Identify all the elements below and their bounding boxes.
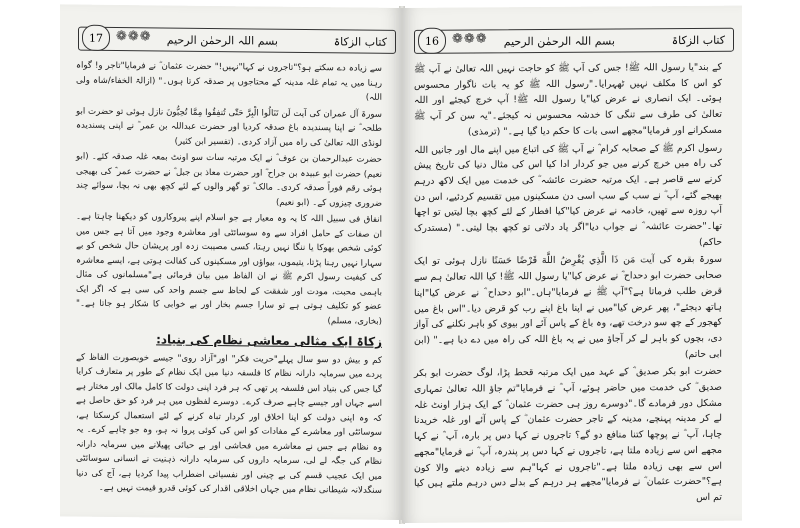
header-title: کتاب الزکاۃ bbox=[671, 33, 725, 47]
paragraph: حضرت عبدالرحمان بن عوف ؓ نے ایک مرتبہ سات سو اونٹ بمعہ غلہ صدقہ کئے۔ (ابو نعیم) حضرت ابو عبیدہ بن جراح ؓ اور حضرت معاذ بن جبل ؓ نے حضرت عمر ؓ کی بھیجی ہوئی رقم فوراً صدقہ کردی۔ مالک ؓ تو گھر والوں کے لئے کچھ بھی نہ بچا، سوائے چند ضروری چیزوں کے۔ (ابو نعیم) bbox=[76, 151, 382, 209]
header-basmala: بسم اللہ الرحمٰن الرحیم bbox=[503, 34, 615, 48]
right-page bbox=[402, 6, 742, 523]
paragraph: انفاق فی سبیل اللہ کا یہ وہ معیار ہے جو اسلام اپنے پیروکاروں کو دیکھنا چاہتا ہے۔ ان صفات کے حامل افراد سے وہ سوسائٹی اور معاشرہ وجود میں آتا ہے جس میں کوئی شخص بھوکا یا ننگا نہیں رہتا، کسی مصیبت زدہ اور پریشان حال شخص کو بے سہارا نہیں رہنا پڑتا، یتیموں، بیواؤں اور مسکینوں کی کفالت ہوتی ہے، ایسے معاشرہ کی کیفیت رسول اکرم ﷺ نے ان الفاظ میں بیان فرمائی ہے"مسلمانوں کی مثال باہمی محبت، مودت اور شفقت کے لحاظ سے جسم واحد کی سی ہے کہ اگر ایک عضو کو تکلیف ہوتی ہے تو سارا جسم بخار اور بے خوابی کا شکار ہو جاتا ہے۔" (بخاری، مسلم) bbox=[76, 211, 382, 327]
paragraph: رسول اکرم ﷺ کے صحابہ کرام ؓ نے آپ ﷺ کی اتباع میں اپنے مال اور جانیں اللہ کی راہ میں خرچ کرنے میں جو کردار ادا کیا اس کی مثال دنیا کی تاریخ پیش کرنے سے قاصر ہے۔ ایک مرتبہ حضرت عائشہ ؓ کی خدمت میں ایک لاکھ درہم بھیجے گئے، آپ ؓ نے سب کے سب اسی دن مسکینوں میں تقسیم کردئیے، اس دن آپ روزہ سے تھیں، خادمہ نے عرض کیا"کیا افطار کے لئے کچھ بچا لیتیں تو اچھا تھا۔"حضرت عائشہ ؓ نے جواب دیا"اگر یاد دلاتی تو کچھ بچا لیتی۔" (مستدرک حاکم) bbox=[414, 142, 722, 248]
paragraph: سورۃ آل عمران کی آیت لَن تَنَالُوا الْبِرَّ حَتّٰى تُنفِقُوا مِمَّا تُحِبُّونَ نازل ہوئی تو حضرت ابو طلحہ ؓ نے اپنا پسندیدہ باغ صدقہ کردیا اور حضرت عبداللہ بن عمر ؓ نے اپنی پسندیدہ لونڈی اللہ تعالیٰ کی راہ میں آزاد کردی۔ (تفسیر ابن کثیر) bbox=[76, 106, 382, 149]
paragraph: کم و بیش دو سو سال پہلے"حریت فکر" اور"آزاد روی" جیسے خوبصورت الفاظ کے پردے میں سرمایہ دارانہ نظام کا فلسفہ دنیا میں ایک نظام کے طور پر متعارف کرایا گیا جس کی بنیاد اس فلسفہ پر تھی کہ ہر فرد اپنی دولت کا کامل مالک اور مختار ہے اسے جہاں اور جیسے چاہے صرف کرے۔ دوسرے لفظوں میں ہر فرد کو حق حاصل ہے کہ وہ اپنی دولت کو اپنا اخلاق اور کردار تباہ کرنے کے لئے استعمال کرسکتا ہے، سوسائٹی اور معاشرے کے مفادات کو اس کی کوئی پروا نہ ہو، وہ جو چاہے کرے۔ یہ وہ نظام ہے جس نے معاشرے میں فحاشی اور بے حیائی پھیلانے میں سرمایہ دارانہ نظام کی جگہ لے لی، سرمایہ داروں کی سرمایہ دارانہ ذہنیت نے انسانی سوسائٹی میں ایک عجیب قسم کی بے چینی اور نفسیاتی اضطراب پیدا کردیا ہے، آج کی دنیا سنگدلانہ شیطانی نظام میں جہاں اخلاقی اقدار کی کوئی قدرو قیمت نہیں ہے۔ bbox=[76, 352, 382, 496]
page-body bbox=[414, 60, 722, 510]
header-title: کتاب الزکاۃ bbox=[333, 34, 387, 49]
paragraph: سے زیادہ دے سکتے ہو؟"تاجروں نے کہا"نہیں!" حضرت عثمان ؓ نے فرمایا"تاجر و! گواہ رہنا میں یہ تمام غلہ مدینہ کے محتاجوں پر صدقہ کرتا ہوں۔" (ازالۃ الخفاء/شاہ ولی اللہ) bbox=[76, 60, 382, 103]
page-number: 17 bbox=[82, 25, 110, 51]
page-body bbox=[76, 59, 382, 501]
paragraph: سورۃ بقرہ کی آیت مَن ذَا الَّذِي يُقْرِضُ اللَّهَ قَرْضًا حَسَنًا نازل ہوئی تو ایک صحابی حضرت ابو دحداح ؓ نے عرض کیا"یا رسول اللہ ﷺ! کیا اللہ تعالیٰ ہم سے قرض طلب فرماتا ہے؟"آپ ﷺ نے فرمایا"ہاں۔"ابو دحداح ؓ نے عرض کیا"اپنا ہاتھ دیجئے"، پھر عرض کیا"میں نے اپنا باغ اپنے رب کو قرض دیا۔"اس باغ میں کھجور کے چھ سو درخت تھے، وہ باغ کے پاس آئے اور بیوی کو باہر نکلنے کی آواز دی، بچوں کو باہر لے کر آجاؤ میں نے یہ باغ اللہ کی راہ میں دے دیا ہے۔" (ابن ابی حاتم) bbox=[414, 254, 722, 360]
ornament-icon: ❁❁❁ bbox=[452, 31, 488, 47]
paragraph: کے بند"یا رسول اللہ ﷺ! جس کی آپ ﷺ کو حاجت نہیں اللہ تعالیٰ نے آپ ﷺ کو اس کا مکلف نہیں ٹھہرایا۔"رسول اللہ ﷺ کو یہ بات ناگوار محسوس ہوئی۔ ایک انصاری نے عرض کیا"یا رسول اللہ ﷺ! آپ خرچ کیجئے اور اللہ تعالیٰ کی طرف سے تنگی کا خدشہ محسوس نہ کیجئے۔"یہ سن کر آپ ﷺ مسکرانے اور فرمایا"مجھے اسی بات کا حکم دیا گیا ہے۔" (ترمذی) bbox=[414, 61, 722, 138]
page-number: 16 bbox=[418, 28, 446, 54]
paragraph: حضرت ابو بکر صدیق ؓ کے عہد میں ایک مرتبہ قحط پڑا، لوگ حضرت ابو بکر صدیق ؓ کی خدمت میں حاضر ہوئے، آپ ؓ نے فرمایا"تم جاؤ اللہ تعالیٰ تمہاری مشکل دور فرمادے گا۔"دوسرے روز ہی حضرت عثمان ؓ کے ایک ہزار اونٹ غلہ لے کر مدینہ پہنچے، مدینہ کے تاجر حضرت عثمان ؓ کے پاس آئے اور غلہ خریدنا چاہا، آپ ؓ نے پوچھا کتنا منافع دو گے؟ تاجروں نے کہا دس پر بارہ، آپ ؓ نے کہا مجھے اس سے زیادہ ملتا ہے، تاجروں نے کہا دس پر پندرہ، آپ ؓ نے فرمایا"مجھے اس سے بھی زیادہ ملتا ہے۔"تاجروں نے کہا"ہم سے زیادہ دینے والا کون ہے؟"حضرت عثمان ؓ نے فرمایا"مجھے ہر درہم کے بدلے دس درہم ملتے ہیں کیا تم اس bbox=[414, 366, 722, 503]
header-basmala: بسم اللہ الرحمٰن الرحیم bbox=[166, 33, 278, 48]
left-page bbox=[60, 4, 402, 520]
ornament-icon: ❁❁❁ bbox=[116, 29, 152, 45]
section-heading: زکاۃ ایک مثالی معاشی نظام کی بنیاد: bbox=[156, 332, 382, 349]
